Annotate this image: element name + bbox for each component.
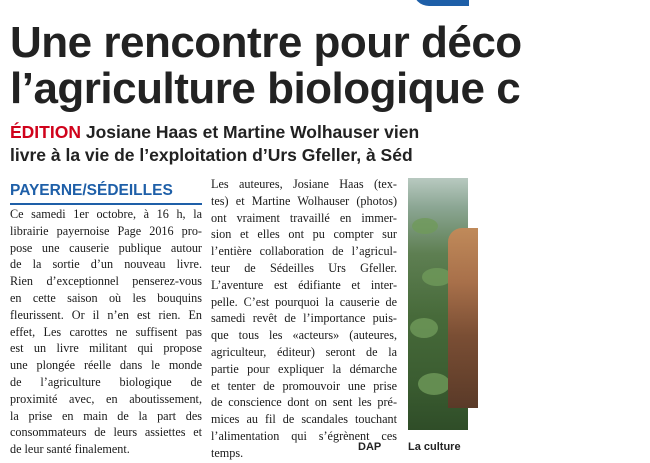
- section-label: PAYERNE/SÉDEILLES: [10, 180, 202, 205]
- column-line: de conscience dont on sent les pré-: [211, 395, 397, 410]
- column-line: agriculteur, éditeur) seront de la: [211, 344, 397, 359]
- standfirst: [10, 121, 650, 167]
- column-line: L’aventure est édifiante et inter-: [211, 277, 397, 292]
- standfirst-line: [10, 121, 650, 144]
- article-column-2: [211, 176, 397, 462]
- column-line: de l’agriculture biologique de: [10, 374, 202, 389]
- column-line: Les auteures, Josiane Haas (tex-: [211, 177, 397, 191]
- column-line: consommateurs de leurs assiettes et: [10, 425, 202, 440]
- photo-caption: La culture: [408, 441, 461, 453]
- column-line: que tous les «acteurs» (auteures,: [211, 328, 397, 343]
- article-column-1: [10, 206, 202, 458]
- column-line: l’entière collaboration de l’agricul-: [211, 244, 397, 259]
- column-line: de leur santé finalement.: [10, 442, 130, 457]
- column-line: librairie payernoise Page 2016 pro-: [10, 223, 202, 238]
- column-line: samedi revêt de l’importance puis-: [211, 311, 397, 326]
- standfirst-text: Josiane Haas et Martine Wolhauser vien: [85, 122, 420, 142]
- column-line: partie pour expliquer la démarche: [211, 361, 397, 376]
- column-line: tes) et Martine Wolhauser (photos): [211, 193, 397, 208]
- column-line: effet, Les carottes ne suffisent pas: [10, 324, 202, 339]
- article-photo: [408, 178, 468, 430]
- column-line: pose une causerie publique autour: [10, 240, 202, 255]
- standfirst-line: livre à la vie de l’exploitation d’Urs Gfeller, à Séd: [10, 145, 413, 165]
- column-line: une plongée réelle dans le monde: [10, 358, 202, 373]
- column-line: l’alimentation qui s’égrènent ces: [211, 428, 397, 443]
- column-line: Ce samedi 1er octobre, à 16 h, la: [10, 207, 202, 221]
- headline: [10, 20, 650, 112]
- column-line: et tenter de promouvoir une prise: [211, 378, 397, 393]
- column-line: temps.: [211, 445, 244, 460]
- column-line: mices au fil de scandales touchant: [211, 412, 397, 427]
- column-line: fleurissent. Or il n’en est rien. En: [10, 307, 202, 322]
- leaf-shape: [418, 373, 450, 395]
- column-line: ont vraiment travaillé en immer-: [211, 210, 397, 225]
- corner-tab-decoration: [413, 0, 469, 6]
- headline-line: Une rencontre pour déco: [10, 18, 522, 67]
- column-line: en cette saison où les bouquins: [10, 290, 202, 305]
- column-line: la prise en main de la part des: [10, 408, 202, 423]
- leaf-shape: [410, 318, 438, 338]
- headline-line: l’agriculture biologique c: [10, 64, 521, 113]
- edition-kicker: ÉDITION: [10, 122, 81, 142]
- author-credit: DAP: [358, 441, 382, 453]
- person-figure: [448, 228, 478, 408]
- leaf-shape: [412, 218, 438, 234]
- column-line: proximité avec, en aboutissement,: [10, 391, 202, 406]
- column-line: est un livre militant qui propose: [10, 341, 202, 356]
- column-line: pelle. C’est pourquoi la causerie de: [211, 294, 397, 309]
- column-line: de la sortie d’un nouveau livre.: [10, 257, 202, 272]
- column-line: teur de Sédeilles Urs Gfeller.: [211, 260, 397, 275]
- column-line: Rien d’exceptionnel penserez-vous: [10, 274, 202, 289]
- column-line: sion et elles ont pu compter sur: [211, 227, 397, 242]
